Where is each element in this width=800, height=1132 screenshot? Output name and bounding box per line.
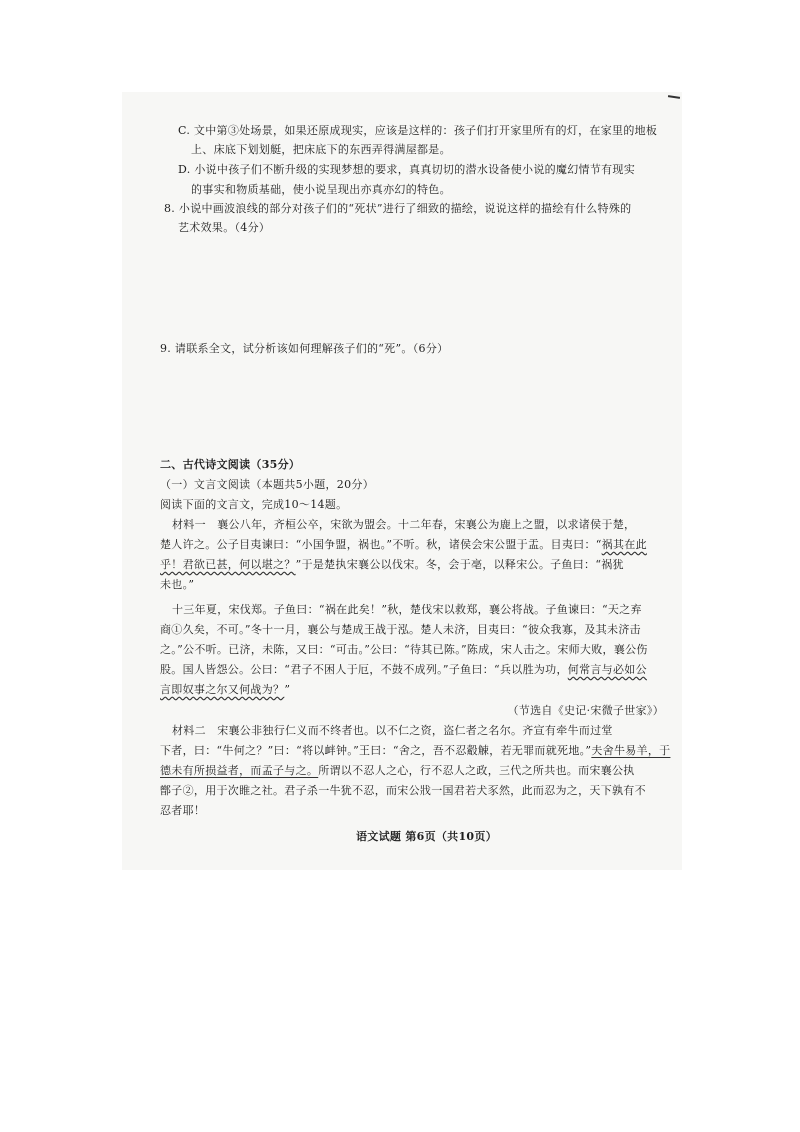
section-title: 二、古代诗文阅读（35分） [160,458,301,471]
wavy-underlined-phrase: 何常言与必如公 [567,663,647,676]
underlined-phrase: 夫舍牛易羊，于 [591,744,671,757]
option-d-line2: 的事实和物质基础，使小说呈现出亦真亦幻的特色。 [191,183,451,196]
question-8-line2: 艺术效果。（4分） [178,221,271,234]
material2-line3: 德未有所损益者，而孟子与之。所谓以不忍人之心，行不忍人之政，三代之所共也。而宋襄公执 [160,764,635,777]
material2-line4: 鄫子②，用于次睢之社。君子杀一牛犹不忍，而宋公戕一国君若犬豕然，此而忍为之，天下孰有不 [160,784,646,797]
wavy-underlined-phrase: 祸其在此 [601,538,647,551]
material2-line1: 材料二 宋襄公非独行仁义而不终者也。以不仁之资，盗仁者之名尔。齐宣有牵牛而过堂 [172,724,613,737]
section-subtitle: （一）文言文阅读（本题共5小题，20分） [160,478,374,491]
material1-p2-line3: 之。”公不听。已济，未陈，又曰：“可击。”公曰：“待其已陈。”陈成，宋人击之。宋师大败，襄公伤 [160,643,648,656]
question-9: 9. 请联系全文，试分析该如何理解孩子们的“死”。（6分） [160,342,449,355]
material1-p1-line3: 乎！君欲已甚，何以堪之？”于是楚执宋襄公以伐宋。冬，会于亳，以释宋公。子鱼曰：“祸犹 [160,558,624,571]
material2-line2: 下者，曰：“牛何之？”曰：“将以衅钟。”王曰：“舍之，吾不忍觳觫，若无罪而就死地。”夫舍牛易羊，于 [160,744,671,757]
material1-p1-line2: 楚人许之。公子目夷谏曰：“小国争盟，祸也。”不听。秋，诸侯会宋公盟于盂。目夷曰：“祸其在此 [160,538,647,551]
material1-source: （节选自《史记·宋微子世家》） [507,704,664,717]
material1-p2-line2: 商①久矣，不可。”冬十一月，襄公与楚成王战于泓。楚人未济，目夷曰：“彼众我寡，及其未济击 [160,623,641,636]
question-8-line1: 8. 小说中画波浪线的部分对孩子们的“死状”进行了细致的描绘，说说这样的描绘有什么特殊的 [164,202,632,215]
underlined-phrase: 德未有所损益者，而孟子与之。 [160,764,319,777]
page-footer: 语文试题 第6页（共10页） [356,830,497,843]
material1-p1-line1: 材料一 襄公八年，齐桓公卒，宋欲为盟会。十二年春，宋襄公为鹿上之盟，以求诸侯于楚， [172,518,636,531]
section-instruction: 阅读下面的文言文，完成10～14题。 [160,498,348,511]
option-d-line1: D. 小说中孩子们不断升级的实现梦想的要求，真真切切的潜水设备使小说的魔幻情节有现实 [178,163,636,176]
material1-p2-line5: 言即奴事之尔又何战为？” [160,683,291,696]
material2-line5: 忍者耶！ [160,804,206,817]
wavy-underlined-phrase: 乎！君欲已甚，何以堪之？ [160,558,296,571]
material1-p1-line4: 未也。” [160,578,195,591]
material1-p2-line1: 十三年夏，宋伐郑。子鱼曰：“祸在此矣！”秋，楚伐宋以救郑，襄公将战。子鱼谏曰：“天之弃 [172,603,642,616]
option-c-line1: C. 文中第③处场景，如果还原成现实，应该是这样的：孩子们打开家里所有的灯，在家里的地板 [178,124,658,137]
option-c-line2: 上、床底下划划艇，把床底下的东西弄得满屋都是。 [191,143,451,156]
wavy-underlined-phrase: 言即奴事之尔又何战为？ [160,683,285,696]
material1-p2-line4: 股。国人皆怨公。公曰：“君子不困人于厄，不鼓不成列。”子鱼曰：“兵以胜为功，何常言与必如公 [160,663,647,676]
